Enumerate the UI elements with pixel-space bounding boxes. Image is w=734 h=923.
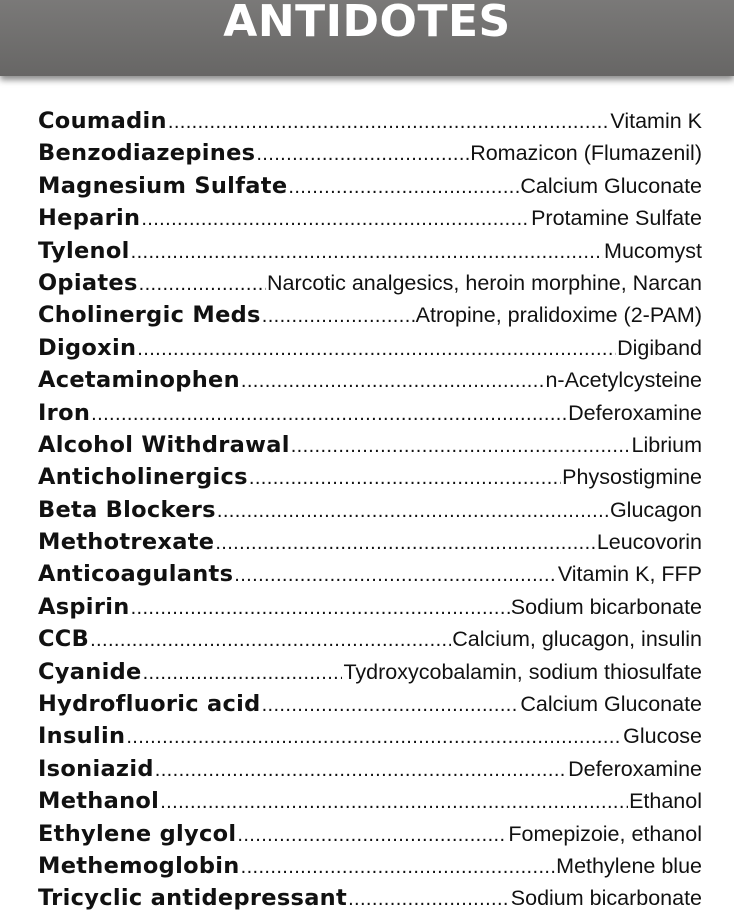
antidote-name: Methylene blue (556, 853, 702, 878)
dot-leader (131, 241, 603, 264)
drug-name: Methanol (38, 788, 160, 815)
dot-leader (262, 305, 415, 328)
list-item (38, 529, 702, 561)
antidote-name: Calcium, glucagon, insulin (452, 627, 702, 652)
antidote-list (38, 108, 702, 918)
header-bar (0, 0, 734, 76)
dot-leader (262, 694, 520, 717)
dot-leader (139, 273, 266, 296)
drug-name: Tricyclic antidepressant (38, 885, 348, 912)
drug-name: Isoniazid (38, 755, 154, 782)
list-item (38, 302, 702, 334)
antidote-name: Atropine, pralidoxime (2-PAM) (415, 303, 702, 328)
antidote-name: Romazicon (Flumazenil) (470, 141, 702, 166)
list-item (38, 853, 702, 885)
dot-leader (137, 338, 616, 361)
drug-name: Acetaminophen (38, 367, 240, 394)
dot-leader (217, 500, 609, 523)
dot-leader (241, 856, 556, 879)
drug-name: Tylenol (38, 237, 130, 264)
dot-leader (237, 824, 507, 847)
list-item (38, 497, 702, 529)
drug-name: Insulin (38, 723, 126, 750)
drug-name: Aspirin (38, 593, 130, 620)
list-item (38, 464, 702, 496)
list-item (38, 367, 702, 399)
drug-name: Anticholinergics (38, 464, 248, 491)
antidote-name: Ethanol (629, 789, 702, 814)
antidote-name: Physostigmine (562, 465, 702, 490)
antidote-name: Calcium Gluconate (520, 692, 702, 717)
antidote-name: Digiband (617, 335, 702, 360)
antidote-name: Sodium bicarbonate (510, 886, 702, 911)
drug-name: Opiates (38, 269, 138, 296)
drug-name: Hydrofluoric acid (38, 691, 261, 718)
drug-name: Heparin (38, 205, 141, 232)
drug-name: Cyanide (38, 658, 142, 685)
drug-name: Magnesium Sulfate (38, 172, 288, 199)
drug-name: Anticoagulants (38, 561, 234, 588)
list-item (38, 335, 702, 367)
antidote-name: Mucomyst (604, 238, 702, 263)
antidote-name: Librium (631, 432, 702, 457)
drug-name: Digoxin (38, 334, 137, 361)
list-item (38, 108, 702, 140)
dot-leader (90, 629, 451, 652)
list-item (38, 205, 702, 237)
list-item (38, 756, 702, 788)
drug-name: CCB (38, 626, 90, 653)
antidote-name: Tydroxycobalamin, sodium thiosulfate (343, 659, 702, 684)
drug-name: Alcohol Withdrawal (38, 431, 290, 458)
dot-leader (288, 176, 519, 199)
drug-name: Benzodiazepines (38, 140, 256, 167)
antidote-name: n-Acetylcysteine (545, 368, 702, 393)
antidote-name: Glucagon (609, 497, 702, 522)
dot-leader (348, 888, 510, 911)
dot-leader (160, 791, 628, 814)
page-title: ANTIDOTES (223, 0, 511, 47)
dot-leader (291, 435, 631, 458)
list-item (38, 723, 702, 755)
antidote-name: Vitamin K, FFP (557, 562, 702, 587)
antidote-name: Fomepizoie, ethanol (508, 821, 702, 846)
list-item (38, 594, 702, 626)
dot-leader (131, 597, 510, 620)
antidote-name: Protamine Sulfate (531, 206, 702, 231)
antidote-name: Sodium bicarbonate (510, 594, 702, 619)
dot-leader (141, 208, 530, 231)
list-item (38, 140, 702, 172)
list-item (38, 238, 702, 270)
drug-name: Iron (38, 399, 91, 426)
list-item (38, 788, 702, 820)
dot-leader (155, 759, 567, 782)
antidote-name: Vitamin K (610, 109, 702, 133)
list-item (38, 432, 702, 464)
list-item (38, 659, 702, 691)
list-item (38, 626, 702, 658)
dot-leader (234, 564, 557, 587)
dot-leader (91, 403, 567, 426)
drug-name: Ethylene glycol (38, 820, 237, 847)
dot-leader (241, 370, 545, 393)
drug-name: Methotrexate (38, 529, 215, 556)
drug-name: Beta Blockers (38, 496, 216, 523)
dot-leader (126, 726, 622, 749)
antidote-name: Narcotic analgesics, heroin morphine, Narcan (267, 270, 702, 295)
list-item (38, 270, 702, 302)
dot-leader (256, 143, 469, 166)
list-item (38, 885, 702, 917)
antidote-name: Calcium Gluconate (520, 173, 702, 198)
list-item (38, 691, 702, 723)
list-item (38, 821, 702, 853)
list-item (38, 173, 702, 205)
dot-leader (143, 662, 343, 685)
antidote-name: Glucose (623, 724, 702, 749)
drug-name: Coumadin (38, 108, 167, 134)
dot-leader (249, 467, 561, 490)
list-item (38, 561, 702, 593)
antidote-name: Leucovorin (596, 530, 702, 555)
antidote-name: Deferoxamine (568, 400, 702, 425)
dot-leader (215, 532, 596, 555)
dot-leader (168, 111, 610, 134)
drug-name: Cholinergic Meds (38, 302, 261, 329)
list-item (38, 400, 702, 432)
antidote-name: Deferoxamine (568, 756, 702, 781)
drug-name: Methemoglobin (38, 852, 240, 879)
